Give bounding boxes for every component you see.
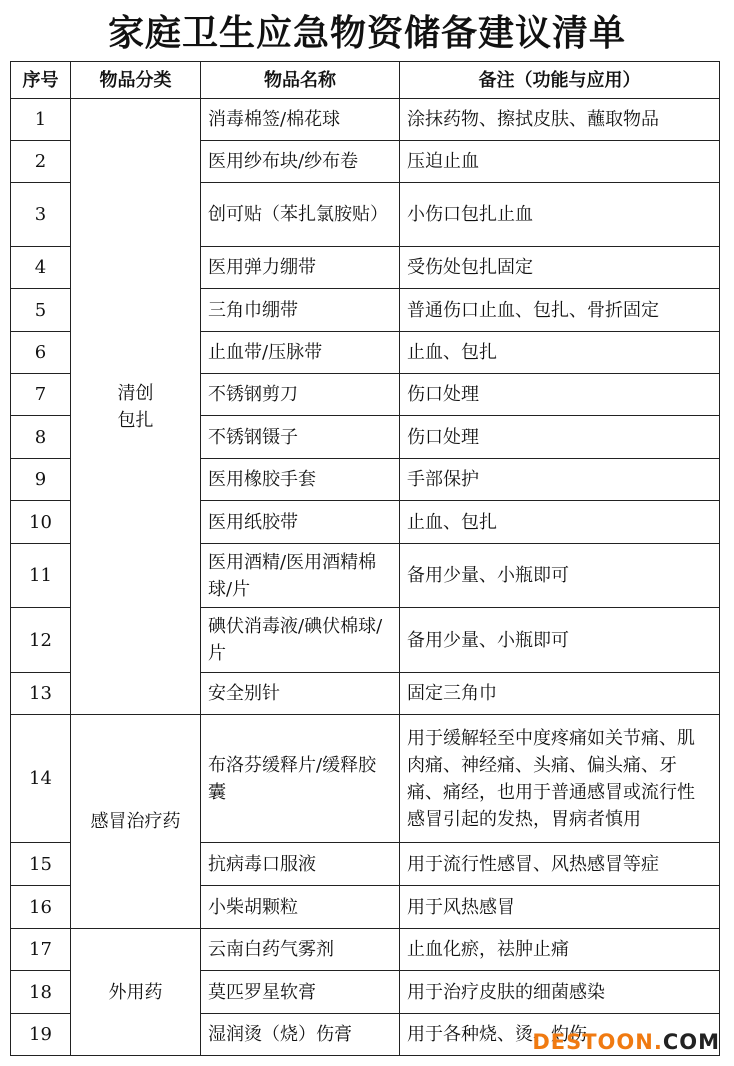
item-note: 用于缓解轻至中度疼痛如关节痛、肌肉痛、神经痛、头痛、偏头痛、牙痛、痛经，也用于普通感冒或流行性感冒引起的发热，胃病者慎用 bbox=[400, 715, 720, 843]
item-name: 云南白药气雾剂 bbox=[201, 929, 400, 971]
row-number: 1 bbox=[11, 99, 71, 141]
row-number: 18 bbox=[11, 971, 71, 1014]
item-name: 安全别针 bbox=[201, 673, 400, 715]
item-name: 湿润烫（烧）伤膏 bbox=[201, 1014, 400, 1056]
item-note: 小伤口包扎止血 bbox=[400, 183, 720, 247]
page-title: 家庭卫生应急物资储备建议清单 bbox=[107, 13, 626, 54]
item-name: 莫匹罗星软膏 bbox=[201, 971, 400, 1014]
category-cell bbox=[71, 99, 201, 715]
header-item-name: 物品名称 bbox=[201, 62, 400, 99]
row-number: 7 bbox=[11, 374, 71, 416]
item-name: 医用纸胶带 bbox=[201, 501, 400, 544]
watermark-tld: COM bbox=[662, 1030, 720, 1054]
row-number: 2 bbox=[11, 141, 71, 183]
category-label-line: 清创 bbox=[117, 382, 154, 404]
watermark-dot: . bbox=[653, 1030, 663, 1054]
table-row bbox=[11, 715, 720, 843]
item-note: 用于治疗皮肤的细菌感染 bbox=[400, 971, 720, 1014]
item-note: 备用少量、小瓶即可 bbox=[400, 608, 720, 673]
supply-table bbox=[10, 61, 720, 1056]
row-number: 12 bbox=[11, 608, 71, 673]
item-name: 医用酒精/医用酒精棉球/片 bbox=[201, 544, 400, 608]
item-note: 止血化瘀，祛肿止痛 bbox=[400, 929, 720, 971]
item-name: 碘伏消毒液/碘伏棉球/片 bbox=[201, 608, 400, 673]
row-number: 14 bbox=[11, 715, 71, 843]
item-note: 手部保护 bbox=[400, 459, 720, 501]
row-number: 17 bbox=[11, 929, 71, 971]
item-name: 抗病毒口服液 bbox=[201, 843, 400, 886]
row-number: 6 bbox=[11, 332, 71, 374]
row-number: 9 bbox=[11, 459, 71, 501]
item-note: 受伤处包扎固定 bbox=[400, 247, 720, 289]
item-note: 止血、包扎 bbox=[400, 332, 720, 374]
item-name: 创可贴（苯扎氯胺贴） bbox=[201, 183, 400, 247]
item-note: 用于各种烧、烫、灼伤 bbox=[400, 1014, 720, 1056]
item-name: 不锈钢镊子 bbox=[201, 416, 400, 459]
item-name: 三角巾绷带 bbox=[201, 289, 400, 332]
category-label-line: 外用药 bbox=[108, 981, 163, 1003]
row-number: 16 bbox=[11, 886, 71, 929]
item-note: 用于流行性感冒、风热感冒等症 bbox=[400, 843, 720, 886]
table-row bbox=[11, 99, 720, 141]
row-number: 11 bbox=[11, 544, 71, 608]
watermark-brand: DESTOON bbox=[532, 1030, 654, 1054]
item-name: 布洛芬缓释片/缓释胶囊 bbox=[201, 715, 400, 843]
row-number: 5 bbox=[11, 289, 71, 332]
item-note: 涂抹药物、擦拭皮肤、蘸取物品 bbox=[400, 99, 720, 141]
item-note: 伤口处理 bbox=[400, 416, 720, 459]
row-number: 4 bbox=[11, 247, 71, 289]
row-number: 3 bbox=[11, 183, 71, 247]
category-label-line: 包扎 bbox=[117, 409, 154, 431]
row-number: 19 bbox=[11, 1014, 71, 1056]
item-name: 消毒棉签/棉花球 bbox=[201, 99, 400, 141]
header-number: 序号 bbox=[11, 62, 71, 99]
item-note: 普通伤口止血、包扎、骨折固定 bbox=[400, 289, 720, 332]
item-name: 小柴胡颗粒 bbox=[201, 886, 400, 929]
item-note: 固定三角巾 bbox=[400, 673, 720, 715]
item-note: 伤口处理 bbox=[400, 374, 720, 416]
item-name: 止血带/压脉带 bbox=[201, 332, 400, 374]
item-note: 压迫止血 bbox=[400, 141, 720, 183]
category-cell bbox=[71, 715, 201, 929]
item-name: 不锈钢剪刀 bbox=[201, 374, 400, 416]
item-name: 医用橡胶手套 bbox=[201, 459, 400, 501]
item-note: 用于风热感冒 bbox=[400, 886, 720, 929]
item-name: 医用弹力绷带 bbox=[201, 247, 400, 289]
table-header-row bbox=[11, 62, 720, 99]
header-category: 物品分类 bbox=[71, 62, 201, 99]
item-note: 备用少量、小瓶即可 bbox=[400, 544, 720, 608]
item-note: 止血、包扎 bbox=[400, 501, 720, 544]
row-number: 15 bbox=[11, 843, 71, 886]
header-notes: 备注（功能与应用） bbox=[400, 62, 720, 99]
item-name: 医用纱布块/纱布卷 bbox=[201, 141, 400, 183]
row-number: 10 bbox=[11, 501, 71, 544]
table-row bbox=[11, 929, 720, 971]
row-number: 13 bbox=[11, 673, 71, 715]
watermark-logo bbox=[532, 1030, 720, 1054]
category-cell bbox=[71, 929, 201, 1056]
category-label-line: 感冒治疗药 bbox=[90, 811, 181, 832]
row-number: 8 bbox=[11, 416, 71, 459]
